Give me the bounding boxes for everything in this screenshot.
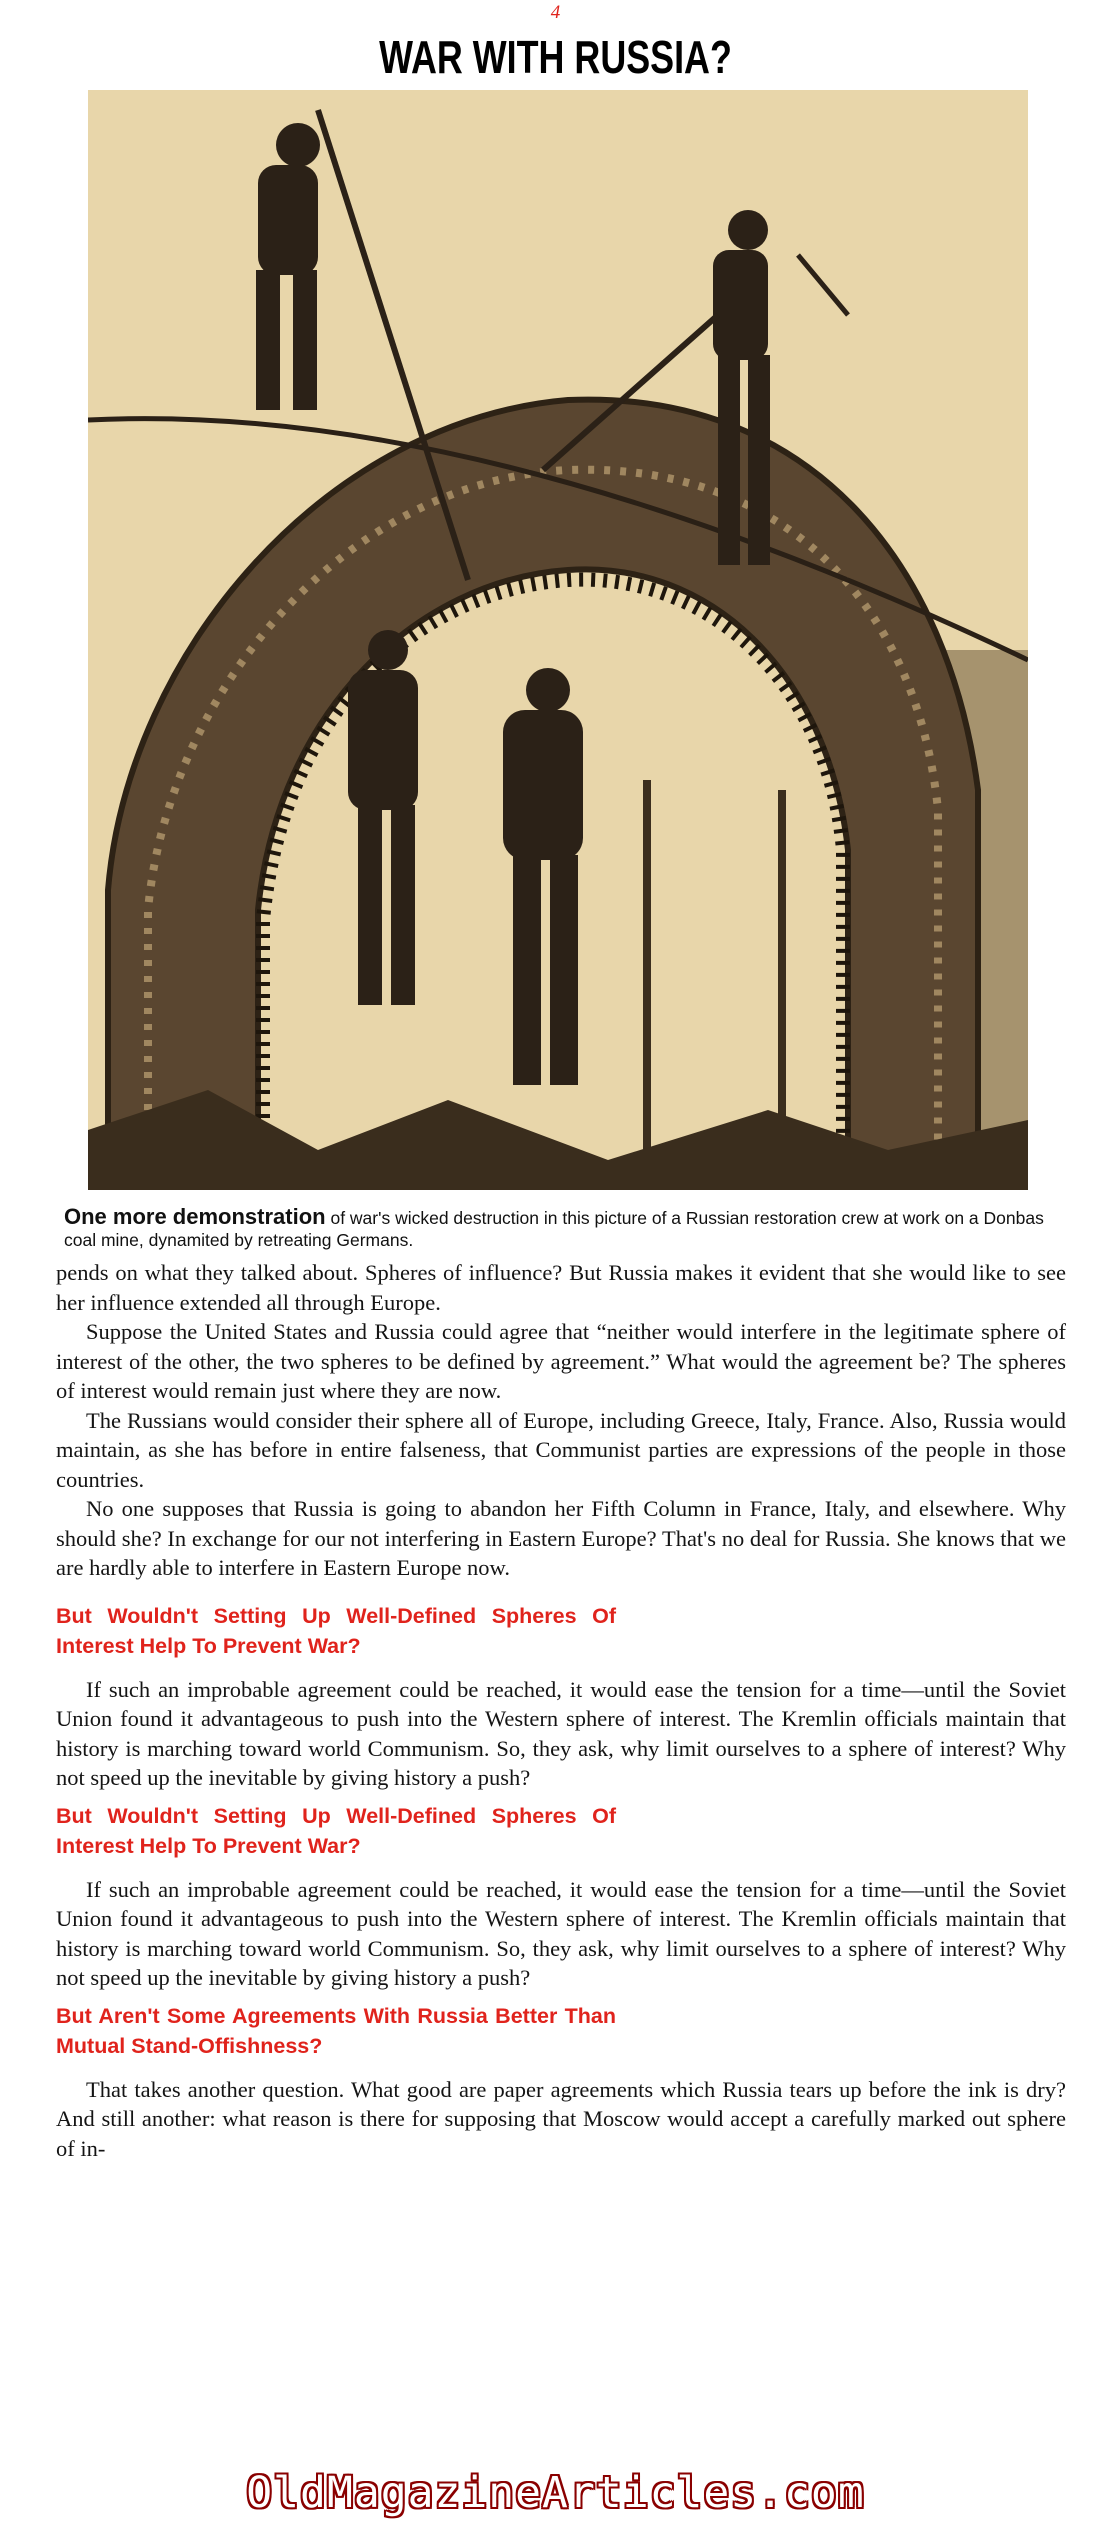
section-heading: But Wouldn't Setting Up Well-Defined Spheres Of Interest Help To Prevent War? (56, 1803, 616, 1858)
article-paragraph: If such an improbable agreement could be reached, it would ease the tension for a time—until the Soviet Union found it advantageous to push into the Western sphere of interest. The Kremlin officials maintain that history is marching toward world Communism. So, they ask, why limit ourselves to a sphere of interest? Why not speed up the inevitable by giving history a push? (56, 1876, 1066, 1990)
article-paragraph: pends on what they talked about. Spheres of influence? But Russia makes it evident that she would like to see her influence extended all through Europe. (56, 1260, 1066, 1315)
site-watermark: OldMagazineArticles.com (246, 2468, 865, 2518)
section-heading: But Aren't Some Agreements With Russia Better Than Mutual Stand-Offishness? (56, 2003, 616, 2058)
article-paragraph: That takes another question. What good are paper agreements which Russia tears up before the ink is dry? And still another: what reason is there for supposing that Moscow would accept a carefully marked out sphere of in- (56, 2076, 1066, 2161)
photo-illustration (88, 90, 1028, 1190)
article-paragraph: No one supposes that Russia is going to abandon her Fifth Column in France, Italy, and elsewhere. Why should she? In exchange for our not interfering in Eastern Europe? That's no deal for Russia. She knows that we are hardly able to interfere in Eastern Europe now. (56, 1496, 1066, 1580)
caption-lead: One more demonstration (64, 1204, 326, 1229)
photo-coal-mine-restoration (88, 90, 1028, 1190)
caption-text: of war's wicked destruction in this picture of a Russian restoration crew at work on a Donbas coal mine, dynamited by retreating Germans. (64, 1208, 1044, 1250)
article-paragraph: The Russians would consider their sphere all of Europe, including Greece, Italy, France. Also, Russia would maintain, as she has before in entire falseness, that Communist parties are expressions of the people in those countries. (56, 1407, 1066, 1492)
photo-caption (64, 1206, 1044, 1251)
article-paragraph: Suppose the United States and Russia could agree that “neither would interfere in the legitimate sphere of interest of the other, the two spheres to be defined by agreement.” What would the agreement be? The spheres of interest would remain just where they are now. (56, 1319, 1066, 1403)
article-body (56, 1258, 1066, 2163)
page-number: 4 (550, 2, 561, 23)
section-heading: But Wouldn't Setting Up Well-Defined Spheres Of Interest Help To Prevent War? (56, 1603, 616, 1658)
page-title: WAR WITH RUSSIA? (379, 31, 732, 83)
article-paragraph: If such an improbable agreement could be reached, it would ease the tension for a time—until the Soviet Union found it advantageous to push into the Western sphere of interest. The Kremlin officials maintain that history is marching toward world Communism. So, they ask, why limit ourselves to a sphere of interest? Why not speed up the inevitable by giving history a push? (56, 1676, 1066, 1790)
